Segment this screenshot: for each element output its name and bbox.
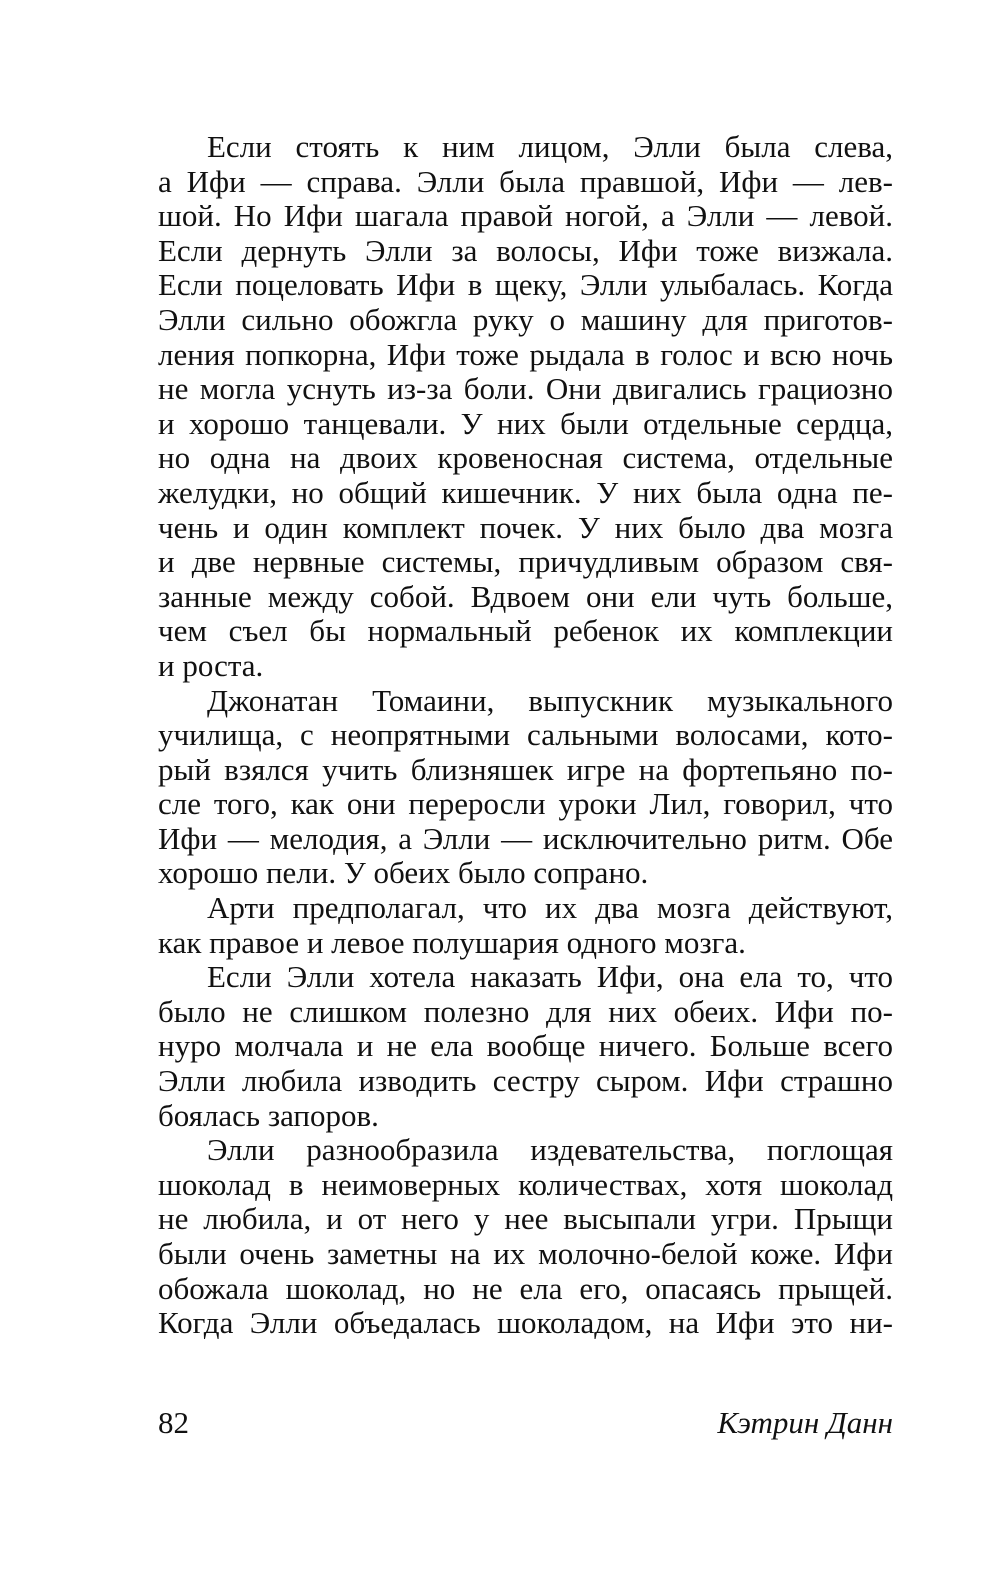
page-footer [158,1403,893,1443]
text-line: боялась запоров. [158,1097,379,1133]
text-line: не могла уснуть из-за боли. Они двигались грациозно [158,371,893,407]
text-line: рый взялся учить близняшек игре на фортепьяно по- [158,751,893,787]
text-line: было не слишком полезно для них обеих. Ифи по- [158,993,893,1029]
text-line: чем съел бы нормальный ребенок их комплекции [158,613,893,649]
text-line: Когда Элли объедалась шоколадом, на Ифи это ни- [158,1305,893,1341]
body-text [158,130,893,1341]
text-line: чень и один комплект почек. У них было два мозга [158,509,893,545]
text-line: Ифи — мелодия, а Элли — исключительно ритм. Обе [158,820,893,856]
text-line: училища, с неопрятными сальными волосами, кото- [158,717,893,753]
paragraph [158,130,893,684]
text-line: Джонатан Томаини, выпускник музыкального [207,682,893,718]
text-line: Элли любила изводить сестру сыром. Ифи страшно [158,1063,893,1099]
text-line: Элли сильно обожгла руку о машину для приготов- [158,301,893,337]
text-line: были очень заметны на их молочно-белой коже. Ифи [158,1236,893,1271]
paragraph [158,891,893,960]
text-line: ления попкорна, Ифи тоже рыдала в голос и всю ночь [158,336,893,372]
text-line: как правое и левое полушария одного мозга. [158,924,746,960]
text-line: Если дернуть Элли за волосы, Ифи тоже визжала. [158,232,893,268]
text-line: Если Элли хотела наказать Ифи, она ела то, что [207,959,893,995]
page-number: 82 [158,1405,189,1440]
text-line: обожала шоколад, но не ела его, опасаясь прыщей. [158,1270,893,1306]
text-line: сле того, как они переросли уроки Лил, говорил, что [158,786,893,822]
text-line: Если стоять к ним лицом, Элли была слева, [207,129,893,164]
text-line: не любила, и от него у нее высыпали угри. Прыщи [158,1201,893,1237]
text-line: шоколад в неимоверных количествах, хотя шоколад [158,1166,893,1202]
paragraph [158,960,893,1133]
text-line: нуро молчала и не ела вообще ничего. Больше всего [158,1028,893,1064]
text-line: шой. Но Ифи шагала правой ногой, а Элли — левой. [158,198,893,234]
text-line: желудки, но общий кишечник. У них была одна пе- [158,474,893,510]
text-line: но одна на двоих кровеносная система, отдельные [158,440,893,476]
text-line: Если поцеловать Ифи в щеку, Элли улыбалась. Когда [158,267,893,303]
text-line: занные между собой. Вдвоем они ели чуть больше, [158,578,893,614]
text-line: хорошо пели. У обеих было сопрано. [158,855,649,891]
paragraph [158,684,893,892]
text-line: Арти предполагал, что их два мозга действуют, [207,890,893,926]
paragraph [158,1133,893,1341]
text-line: и роста. [158,647,264,683]
text-line: и две нервные системы, причудливым образом свя- [158,544,893,580]
running-head-author: Кэтрин Данн [717,1405,893,1440]
text-line: и хорошо танцевали. У них были отдельные сердца, [158,405,893,441]
text-line: Элли разнообразила издевательства, поглощая [207,1132,893,1168]
text-line: а Ифи — справа. Элли была правшой, Ифи — лев- [158,163,893,199]
